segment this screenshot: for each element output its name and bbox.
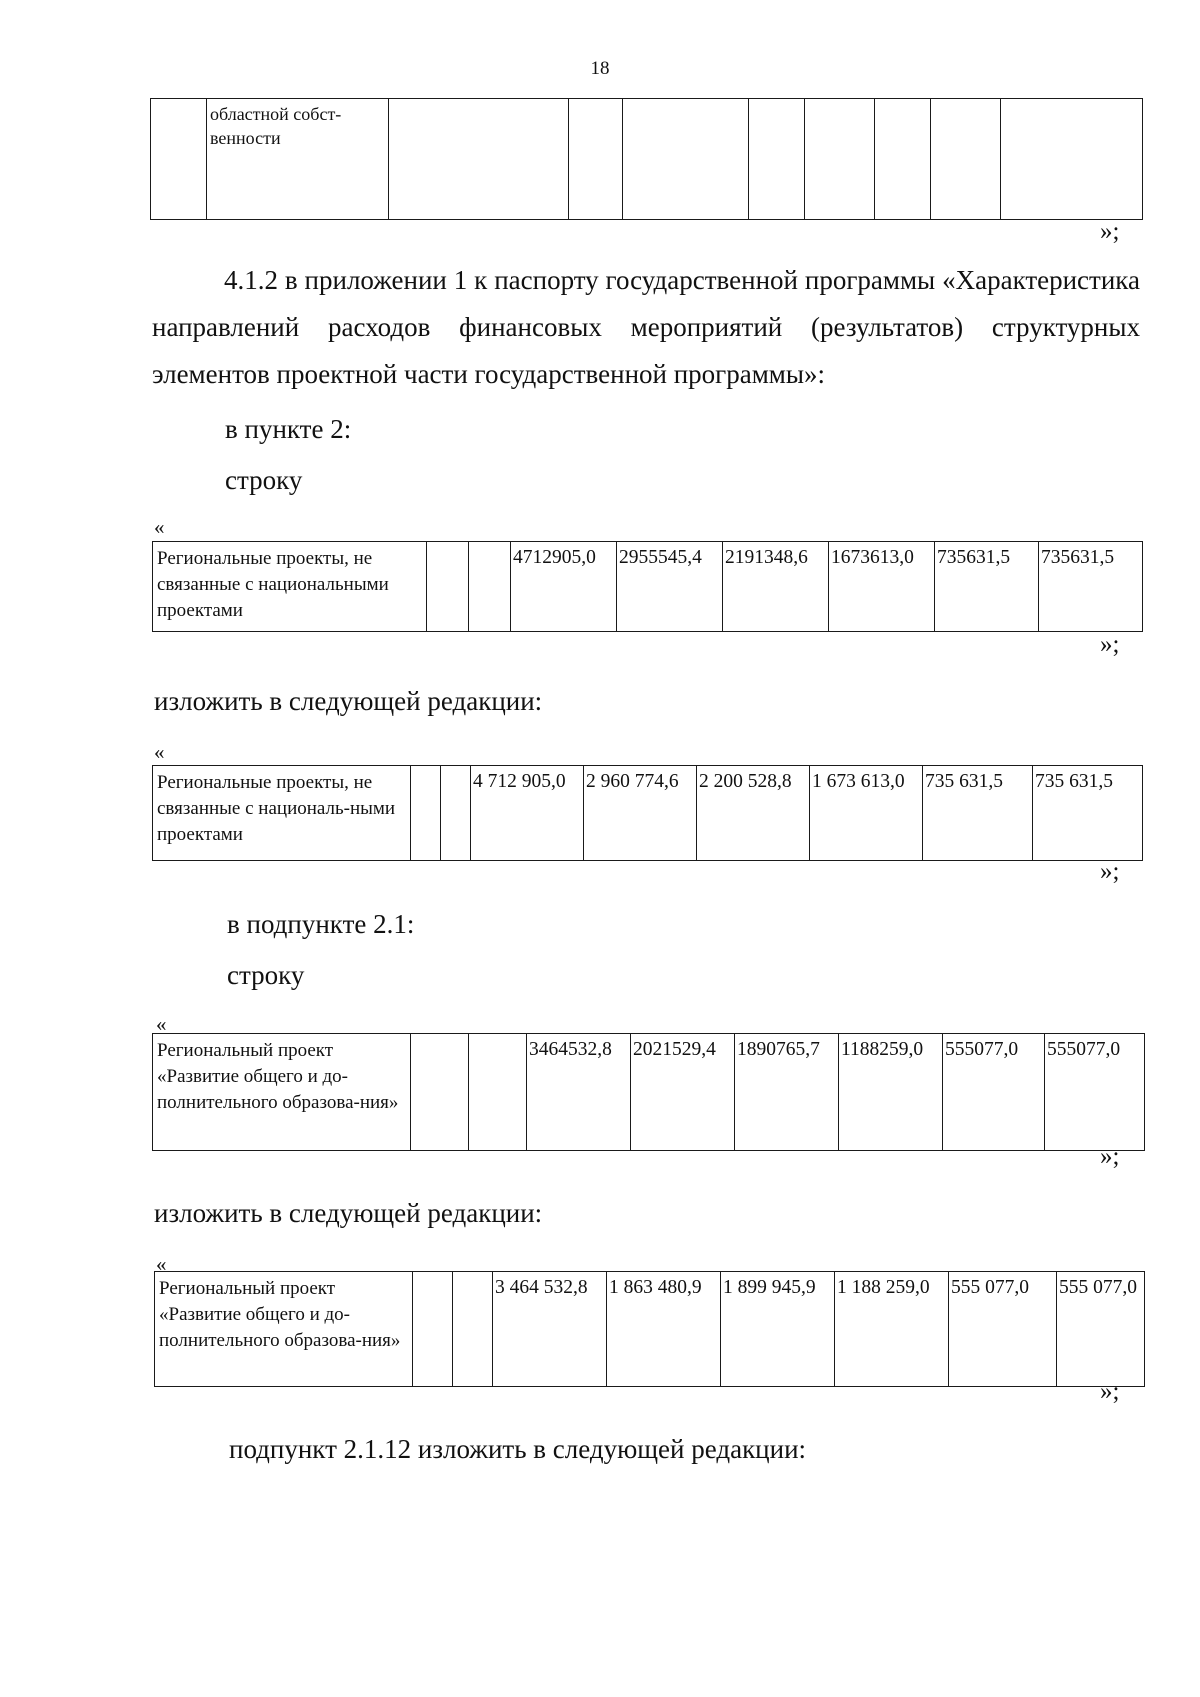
- page-number: 18: [590, 58, 610, 79]
- table-cell: [569, 99, 623, 220]
- value-cell: 2191348,6: [723, 542, 829, 632]
- value-cell: 1 899 945,9: [721, 1272, 835, 1387]
- row-label: Региональный проект «Развитие общего и до-полнительного образова-ния»: [153, 1034, 411, 1151]
- table-cell: [469, 542, 511, 632]
- restate-heading: изложить в следующей редакции:: [154, 1198, 543, 1228]
- table-old-education-project: [152, 1033, 1145, 1151]
- value-cell: 1 863 480,9: [607, 1272, 721, 1387]
- value-cell: 735 631,5: [923, 766, 1033, 861]
- table-cell: [151, 99, 207, 220]
- table-new-education-project: [154, 1271, 1145, 1387]
- opening-quote: «: [154, 515, 165, 539]
- value-cell: 3464532,8: [527, 1034, 631, 1151]
- value-cell: 1 188 259,0: [835, 1272, 949, 1387]
- value-cell: 735631,5: [935, 542, 1039, 632]
- restate-heading: изложить в следующей редакции:: [154, 686, 543, 716]
- value-cell: 1 673 613,0: [810, 766, 923, 861]
- table-cell: [1001, 99, 1143, 220]
- table-cell: [623, 99, 749, 220]
- opening-quote: «: [154, 740, 165, 764]
- closing-quote: »;: [1100, 858, 1120, 885]
- table-cell: [411, 766, 441, 861]
- row-label: Региональные проекты, не связанные с национальными проектами: [153, 542, 427, 632]
- row-word: строку: [225, 465, 303, 495]
- table-new-regional-projects: [152, 765, 1143, 861]
- closing-quote: »;: [1100, 1378, 1120, 1405]
- value-cell: 4 712 905,0: [471, 766, 584, 861]
- closing-quote: »;: [1100, 218, 1120, 245]
- value-cell: 555 077,0: [1057, 1272, 1145, 1387]
- value-cell: 2 200 528,8: [697, 766, 810, 861]
- closing-quote: »;: [1100, 631, 1120, 658]
- row-label: областной собст-венности: [207, 99, 389, 220]
- table-cell: [453, 1272, 493, 1387]
- table-cell: [389, 99, 569, 220]
- table-old-regional-projects: [152, 541, 1143, 632]
- row-label: Региональный проект «Развитие общего и до-полнительного образова-ния»: [155, 1272, 413, 1387]
- value-cell: 735 631,5: [1033, 766, 1143, 861]
- value-cell: 555077,0: [943, 1034, 1045, 1151]
- table-cell: [427, 542, 469, 632]
- value-cell: 2021529,4: [631, 1034, 735, 1151]
- value-cell: 3 464 532,8: [493, 1272, 607, 1387]
- paragraph-4-1-2: [152, 257, 1140, 398]
- subpoint-2-1-12: подпункт 2.1.12 изложить в следующей редакции:: [229, 1434, 807, 1464]
- value-cell: 555077,0: [1045, 1034, 1145, 1151]
- top-table-fragment: [150, 98, 1143, 220]
- value-cell: 2955545,4: [617, 542, 723, 632]
- row-word: строку: [227, 960, 305, 990]
- table-cell: [469, 1034, 527, 1151]
- opening-quote: «: [156, 1012, 167, 1036]
- table-cell: [931, 99, 1001, 220]
- opening-quote: «: [156, 1252, 167, 1276]
- table-cell: [875, 99, 931, 220]
- closing-quote: »;: [1100, 1143, 1120, 1170]
- value-cell: 1890765,7: [735, 1034, 839, 1151]
- value-cell: 2 960 774,6: [584, 766, 697, 861]
- table-cell: [749, 99, 805, 220]
- value-cell: 1188259,0: [839, 1034, 943, 1151]
- paragraph-4-1-2-text: 4.1.2 в приложении 1 к паспорту государственной программы «Характеристика направлений расходов финансовых мероприятий (результатов) структурных элементов проектной части государственной программы»:: [152, 265, 1140, 389]
- table-cell: [805, 99, 875, 220]
- value-cell: 1673613,0: [829, 542, 935, 632]
- value-cell: 735631,5: [1039, 542, 1143, 632]
- in-subpoint-2-1: в подпункте 2.1:: [227, 909, 415, 939]
- in-point-2: в пункте 2:: [225, 414, 352, 444]
- table-cell: [413, 1272, 453, 1387]
- value-cell: 555 077,0: [949, 1272, 1057, 1387]
- row-label: Региональные проекты, не связанные с националь-ными проектами: [153, 766, 411, 861]
- table-cell: [441, 766, 471, 861]
- value-cell: 4712905,0: [511, 542, 617, 632]
- table-cell: [411, 1034, 469, 1151]
